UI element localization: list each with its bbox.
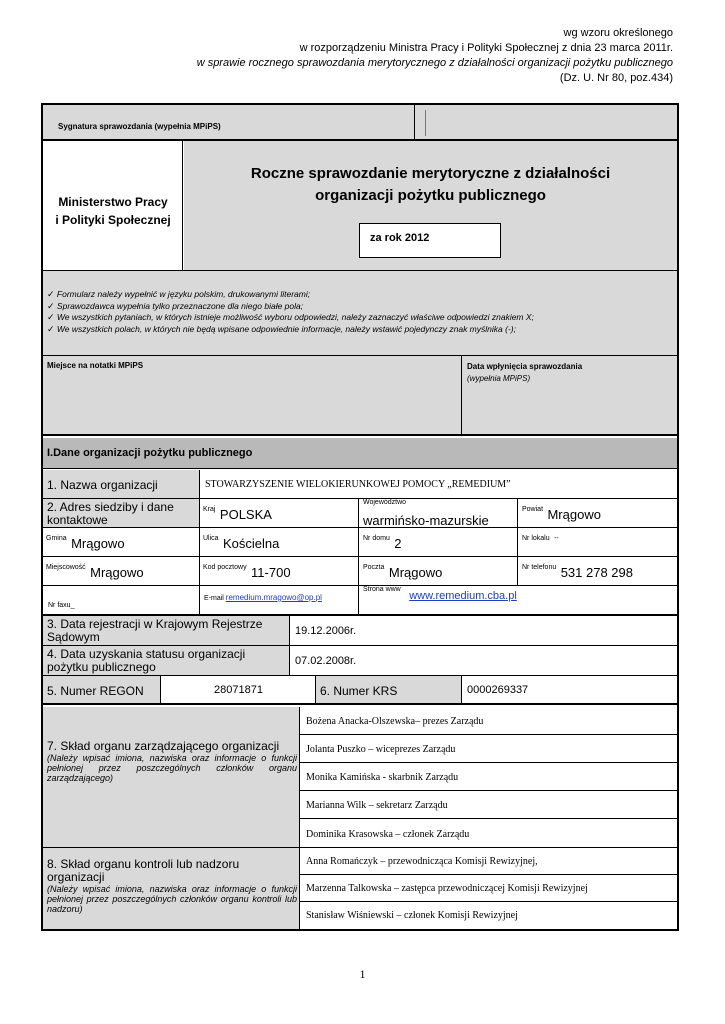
- header-line-2: w rozporządzeniu Ministra Pracy i Polityki Społecznej z dnia 23 marca 2011r.: [299, 42, 673, 54]
- nr-lokalu-field: [522, 535, 559, 553]
- org-name-label: 1. Nazwa organizacji: [47, 478, 158, 492]
- opp-label: 4. Data uzyskania statusu organizacji pożytku publicznego: [47, 647, 246, 674]
- nr-domu-label: Nr domu: [363, 535, 390, 542]
- tel-label: Nr telefonu: [522, 564, 557, 571]
- powiat-field: [522, 506, 601, 524]
- email-label: E-mail: [204, 595, 224, 602]
- notes-label: Miejsce na notatki MPiPS: [47, 361, 144, 370]
- address-label: 2. Adres siedziby i dane kontaktowe: [47, 500, 174, 527]
- regon-label: 5. Numer REGON: [47, 684, 144, 698]
- supervision-member: Anna Romańczyk – przewodnicząca Komisji Rewizyjnej,: [306, 856, 538, 867]
- kod-label: Kod pocztowy: [203, 564, 247, 571]
- www-link[interactable]: www.remedium.cba.pl: [409, 590, 517, 602]
- krs-reg-value: 19.12.2006r.: [295, 625, 357, 637]
- ulica-value: Kościelna: [223, 536, 280, 551]
- nr-lokalu-label: Nr lokalu: [522, 535, 550, 542]
- received-date-label: [467, 361, 582, 385]
- org-name-value: STOWARZYSZENIE WIELOKIERUNKOWEJ POMOCY „REMEDIUM”: [205, 479, 511, 490]
- header-line-1: wg wzoru określonego: [563, 27, 673, 39]
- signature-label: Sygnatura sprawozdania (wypełnia MPiPS): [58, 122, 221, 131]
- krs-value: 0000269337: [467, 684, 529, 696]
- powiat-value: Mrągowo: [547, 507, 601, 522]
- instructions-list: [47, 289, 672, 335]
- board-member: Jolanta Puszko – wiceprezes Zarządu: [306, 744, 456, 755]
- supervision-member: Stanisław Wiśniewski – członek Komisji Rewizyjnej: [306, 910, 518, 921]
- instruction-item: ✓ Formularz należy wypełnić w języku polskim, drukowanymi literami;: [47, 289, 311, 299]
- miejscowosc-value: Mrągowo: [90, 565, 144, 580]
- woj-label: Województwo: [363, 499, 407, 506]
- board-label-block: [47, 740, 297, 783]
- miejscowosc-label: Miejscowość: [46, 564, 86, 571]
- check-icon: ✓: [47, 300, 55, 311]
- board-member: Marianna Wilk – sekretarz Zarządu: [306, 800, 448, 811]
- gmina-field: [46, 535, 125, 553]
- instruction-item: ✓ We wszystkich pytaniach, w których istnieje możliwość wyboru odpowiedzi, należy zaznaczyć właściwe odpowiedzi znakiem X;: [47, 312, 534, 322]
- received-date-sub: (wypełnia MPiPS): [467, 374, 531, 383]
- www-field: [363, 586, 517, 604]
- header-line-4: (Dz. U. Nr 80, poz.434): [559, 72, 673, 84]
- www-label: Strona www: [363, 586, 401, 593]
- signature-cell-divider: [414, 105, 415, 141]
- tel-field: [522, 564, 633, 582]
- regon-value: 28071871: [214, 684, 263, 696]
- fax-value: _: [70, 602, 75, 609]
- kraj-field: [203, 506, 272, 524]
- kraj-value: POLSKA: [219, 507, 272, 522]
- tel-value: 531 278 298: [560, 565, 633, 580]
- received-date-title: Data wpłynięcia sprawozdania: [467, 362, 583, 371]
- miejscowosc-field: [46, 564, 144, 582]
- board-member: Dominika Krasowska – członek Zarządu: [306, 829, 470, 840]
- opp-value: 07.02.2008r.: [295, 655, 357, 667]
- report-title-line-2: organizacji pożytku publicznego: [315, 187, 546, 204]
- ulica-label: Ulica: [203, 535, 219, 542]
- powiat-label: Powiat: [522, 506, 544, 513]
- year-box[interactable]: [359, 223, 501, 258]
- nr-lokalu-value: --: [554, 535, 559, 542]
- board-note: (Należy wpisać imiona, nazwiska oraz informacje o funkcji pełnionej przez poszczególnych członków organu zarządzającego): [47, 753, 297, 783]
- signature-field[interactable]: [425, 110, 675, 136]
- ministry-line-1: Ministerstwo Pracy: [58, 195, 168, 209]
- check-icon: ✓: [47, 312, 55, 322]
- woj-value: warmińsko-mazurskie: [363, 513, 489, 528]
- report-year: za rok 2012: [370, 232, 430, 244]
- ministry-line-2: i Polityki Społecznej: [55, 213, 171, 227]
- poczta-value: Mrągowo: [388, 565, 443, 580]
- krs-reg-label: 3. Data rejestracji w Krajowym Rejestrze Sądowym: [47, 617, 263, 644]
- instruction-item: ✓ We wszystkich polach, w których nie będą wpisane odpowiednie informacje, należy wstawić pojedynczy znak myślnika (-);: [47, 323, 516, 334]
- board-member: Bożena Anacka-Olszewska– prezes Zarządu: [306, 716, 484, 727]
- ministry-name: [43, 193, 183, 229]
- ulica-field: [203, 535, 279, 553]
- supervision-label-block: [47, 858, 297, 914]
- kod-field: [203, 564, 291, 582]
- supervision-note: (Należy wpisać imiona, nazwiska oraz informacje o funkcji pełnionej przez poszczególnych członków organu kontroli lub nadzoru): [47, 884, 297, 914]
- kod-value: 11-700: [251, 565, 291, 580]
- supervision-member: Marzenna Talkowska – zastępca przewodniczącej Komisji Rewizyjnej: [306, 883, 588, 894]
- check-icon: ✓: [47, 289, 55, 299]
- nr-domu-value: 2: [394, 536, 402, 551]
- header-line-3: w sprawie rocznego sprawozdania merytorycznego z działalności organizacji pożytku publicznego: [196, 57, 673, 69]
- krs-label: 6. Numer KRS: [320, 684, 398, 698]
- gmina-value: Mrągowo: [71, 536, 125, 551]
- legal-header: [197, 26, 673, 86]
- board-label: 7. Skład organu zarządzającego organizacji: [47, 739, 280, 753]
- email-link[interactable]: remedium.mragowo@op.pl: [225, 593, 322, 602]
- instruction-item: ✓ Sprawozdawca wypełnia tylko przeznaczone dla niego białe pola;: [47, 300, 304, 311]
- board-member: Monika Kamińska - skarbnik Zarządu: [306, 772, 459, 783]
- fax-field: [48, 594, 74, 612]
- gmina-label: Gmina: [46, 535, 67, 542]
- page-number: 1: [359, 967, 366, 981]
- poczta-label: Poczta: [363, 564, 385, 571]
- section-1-title: I.Dane organizacji pożytku publicznego: [47, 447, 253, 459]
- report-title: [184, 163, 677, 207]
- kraj-label: Kraj: [203, 506, 216, 513]
- poczta-field: [363, 564, 442, 582]
- notes-divider: [461, 356, 462, 436]
- nr-domu-field: [363, 535, 402, 553]
- supervision-label: 8. Skład organu kontroli lub nadzoru organizacji: [47, 857, 240, 884]
- check-icon: ✓: [47, 323, 55, 334]
- email-field: [204, 593, 322, 602]
- report-title-line-1: Roczne sprawozdanie merytoryczne z działalności: [250, 165, 611, 182]
- fax-label: Nr faxu: [48, 602, 71, 609]
